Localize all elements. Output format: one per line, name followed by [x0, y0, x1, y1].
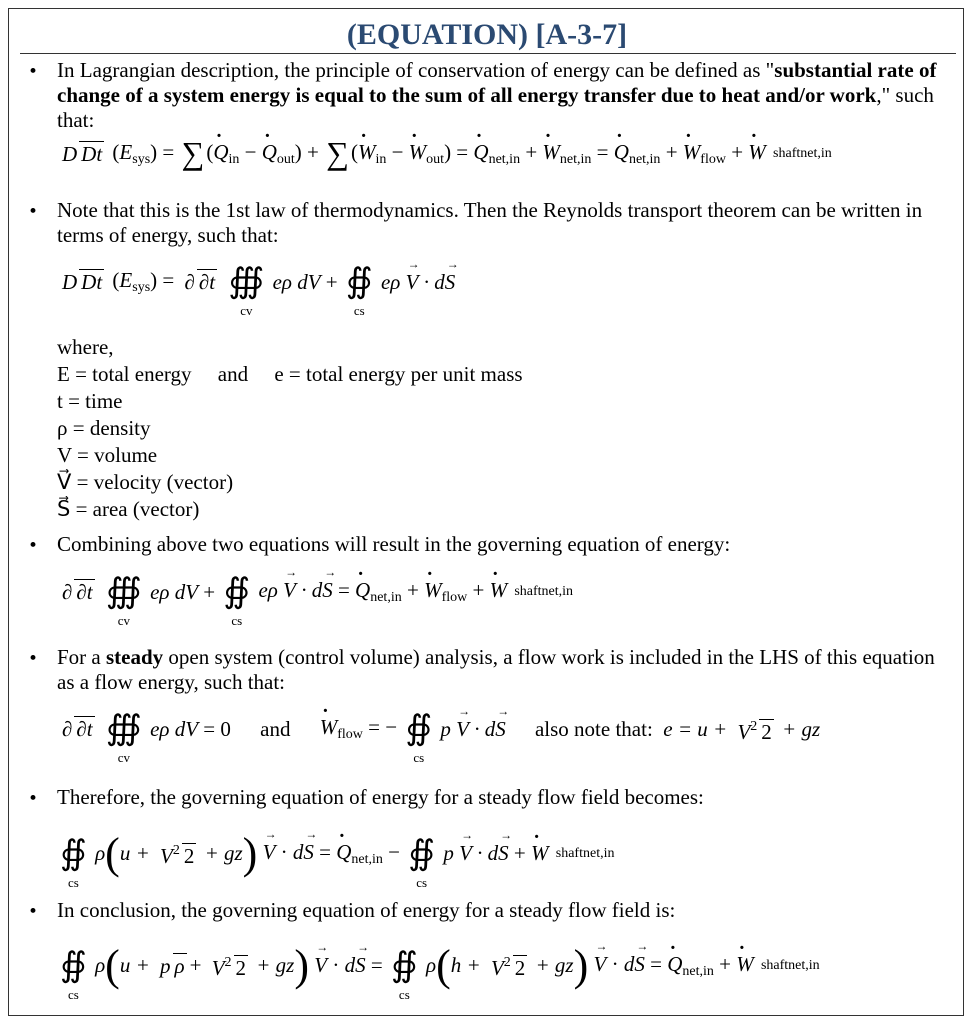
sub-shaft: shaft: [555, 845, 583, 861]
bullet-1-intro: In Lagrangian description, the principle of conservation of energy can be defined as ": [57, 58, 775, 82]
sub-net-in: net,in: [582, 845, 615, 861]
sub-net-in: net,in: [788, 957, 820, 973]
sub-net-in: net,in: [488, 151, 521, 167]
sub-flow: flow: [441, 590, 468, 605]
bullet-2-marker: •: [28, 202, 39, 222]
sub-in: in: [375, 151, 387, 167]
limit-cv: cv: [117, 613, 130, 628]
and-label: and: [260, 716, 291, 741]
sub-flow: flow: [337, 727, 363, 742]
bullet-1-marker: •: [28, 62, 39, 82]
limit-cs: cs: [353, 303, 365, 318]
bullet-4-bold: steady: [106, 645, 164, 669]
bullet-4-pre: For a: [57, 645, 106, 669]
equation-lagrangian-energy: D Dt $(E_{sys})$ = ∑(· $Q_{in}$ − · $Q_{out}$) + ∑(· $W_{in}$ − · $W_{out}$) = · $Q_{net,in}$ + · $W_{net,in}$ = · $Q_{net,in}$ + · $W_{flow}$ + · W shaftnet,in: [57, 135, 957, 183]
page-title: (EQUATION) [A-3-7]: [346, 18, 628, 51]
limit-cs: cs: [413, 750, 425, 765]
where-label: where,: [57, 335, 114, 359]
bullet-4-marker: •: [28, 649, 39, 669]
bullet-1-end: ," such that:: [57, 83, 934, 132]
definition-density: ρ = density: [57, 416, 151, 440]
sub-net-in: net,in: [800, 145, 832, 161]
bullet-4-text: [57, 645, 947, 695]
sub-sys: sys: [132, 151, 151, 167]
sub-net-in: net,in: [351, 851, 383, 867]
also-note-label: also note that:: [534, 716, 653, 741]
bullet-3-text: Combining above two equations will result in the governing equation of energy:: [57, 532, 731, 556]
bullet-2-text: Note that this is the 1st law of thermodynamics. Then the Reynolds transport theorem can be written in terms of energy, such that:: [57, 198, 923, 247]
limit-cv: cv: [117, 750, 130, 765]
limit-cs: cs: [398, 986, 410, 1002]
sub-shaft: shaft: [773, 145, 801, 161]
sub-out: out: [276, 151, 295, 167]
sub-net-in: net,in: [559, 151, 592, 167]
equation-steady-flow-work: ∂ ∂t ∰ cv eρ dV = 0 and · $W_{flow}$ = − ∯ cs p → V · d→ S also note that: $e = u + V^2$ 2 + gz: [57, 712, 957, 760]
sub-sys: sys: [132, 280, 151, 295]
sub-net-in: net,in: [370, 590, 402, 605]
definition-velocity: V⃗ = velocity (vector): [57, 470, 234, 494]
definition-volume: V = volume: [57, 443, 158, 467]
bullet-5-marker: •: [28, 789, 39, 809]
limit-cv: cv: [240, 303, 253, 318]
sub-net-in: net,in: [682, 963, 714, 979]
sub-net-in: net,in: [541, 584, 574, 599]
sub-in: in: [228, 151, 240, 167]
bullet-6-text: In conclusion, the governing equation of energy for a steady flow field is:: [57, 898, 676, 922]
equation-steady-flow-energy: ∯ cs $\rho(u + V^2$ 2 + gz) → V · d→ S = · $Q_{net,in}$ − ∯ cs p → V · d→ S + · W shaftnet,in: [57, 828, 957, 876]
equation-reynolds-transport: D Dt $(E_{sys})$ = ∂ ∂t ∰ cv eρ dV + ∯ cs eρ → V · d→ S: [57, 265, 957, 313]
bullet-1-bold: substantial rate of change of a system energy is equal to the sum of all energy transfer due to heat and/or work: [57, 58, 937, 107]
equation-governing-energy: ∂ ∂t ∰ cv eρ dV + ∯ cs eρ → V · d→ S = · $Q_{net,in}$ + · $W_{flow}$ + · W shaftnet,in: [57, 575, 957, 623]
sub-flow: flow: [700, 151, 726, 167]
sub-shaft: shaft: [760, 957, 789, 973]
bullet-5-text: Therefore, the governing equation of energy for a steady flow field becomes:: [57, 785, 704, 809]
title-divider: [20, 53, 956, 54]
definitions-block: [57, 334, 523, 523]
bullet-3-marker: •: [28, 536, 39, 556]
equation-conclusion-energy: ∯ cs ρ(u + p $\rho + V^2$ 2 + gz) → V · d→ S = ∯ cs $\rho(h + V^2$ 2 + gz) → V · d→ S = · $Q_{net,in}$ + · W shaftnet,in: [57, 940, 957, 988]
limit-cs: cs: [67, 986, 79, 1002]
bullet-1-text: [57, 58, 947, 133]
definition-energy: E = total energy and e = total energy per unit mass: [57, 362, 523, 386]
sub-out: out: [426, 151, 445, 167]
bullet-4-post: open system (control volume) analysis, a flow work is included in the LHS of this equation as a flow energy, such that:: [57, 645, 935, 694]
limit-cs: cs: [416, 874, 428, 890]
definition-area: S⃗ = area (vector): [57, 497, 200, 521]
sub-net-in: net,in: [628, 151, 661, 167]
limit-cs: cs: [231, 613, 243, 628]
sub-shaft: shaft: [514, 584, 542, 599]
definition-time: t = time: [57, 389, 123, 413]
limit-cs: cs: [67, 874, 79, 890]
bullet-6-marker: •: [28, 902, 39, 922]
